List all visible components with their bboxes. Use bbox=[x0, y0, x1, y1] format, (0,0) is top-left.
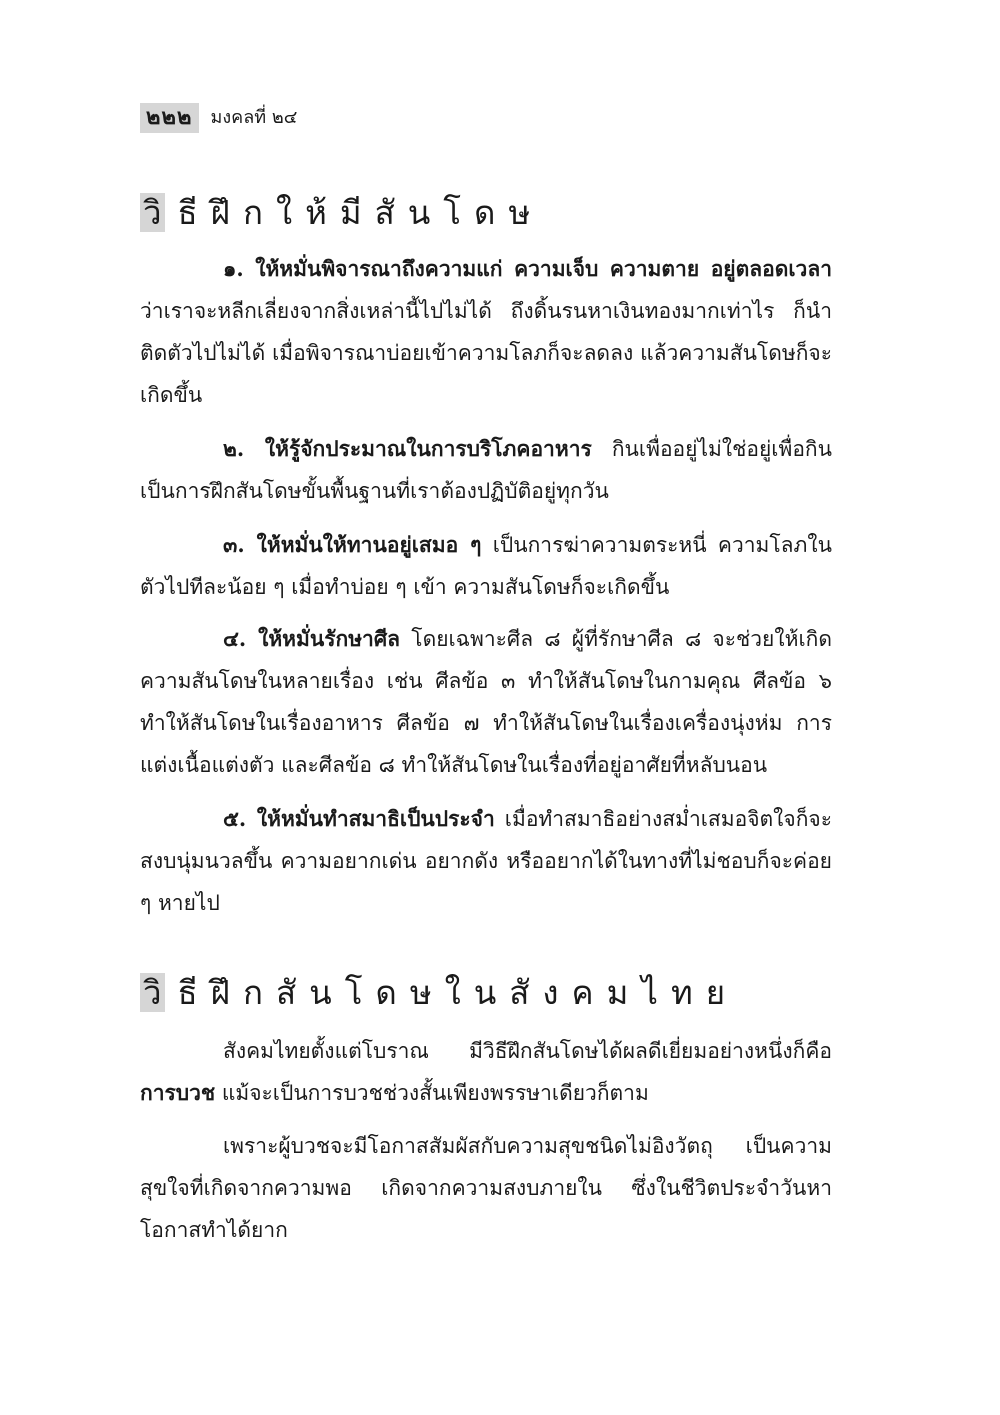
paragraph bbox=[140, 1125, 832, 1251]
chapter-title: มงคลที่ ๒๔ bbox=[210, 107, 298, 128]
heading-initial: วิ bbox=[140, 973, 165, 1012]
list-item bbox=[140, 428, 832, 512]
heading-initial: วิ bbox=[140, 193, 165, 232]
list-item bbox=[140, 524, 832, 608]
item-text: เป็นการฆ่าความตระหนี่ ความโลภในตัวไปทีละน้อย ๆ เมื่อทำบ่อย ๆ เข้า ความสันโดษก็จะเกิดขึ้น bbox=[140, 533, 832, 599]
item-lead: ๑. ให้หมั่นพิจารณาถึงความแก่ ความเจ็บ ความตาย อยู่ตลอดเวลา bbox=[223, 256, 832, 281]
paragraph-tail: แม้จะเป็นการบวชช่วงสั้นเพียงพรรษาเดียวก็ตาม bbox=[215, 1081, 649, 1105]
paragraph-lead: การบวช bbox=[140, 1080, 216, 1105]
page-number: ๒๒๒ bbox=[140, 103, 199, 133]
section-heading-2 bbox=[140, 970, 840, 1016]
heading-text: ธีฝึกสันโดษในสังคมไทย bbox=[177, 973, 739, 1012]
page-header bbox=[140, 103, 297, 133]
item-lead: ๓. ให้หมั่นให้ทานอยู่เสมอ ๆ bbox=[223, 532, 482, 557]
item-text: ว่าเราจะหลีกเลี่ยงจากสิ่งเหล่านี้ไปไม่ได้ ถึงดิ้นรนหาเงินทองมากเท่าไร ก็นำติดตัวไปไม่ได้ เมื่อพิจารณาบ่อยเข้าความโลภก็จะลดลง แล้วความสันโดษก็จะเกิดขึ้น bbox=[140, 299, 832, 407]
list-item bbox=[140, 248, 832, 416]
section-heading-1 bbox=[140, 190, 840, 236]
list-item bbox=[140, 798, 832, 924]
heading-text: ธีฝึกให้มีสันโดษ bbox=[177, 193, 544, 232]
item-text: เมื่อทำสมาธิอย่างสม่ำเสมอจิตใจก็จะสงบนุ่มนวลขึ้น ความอยากเด่น อยากดัง หรืออยากได้ในทางที่ไม่ชอบก็จะค่อย ๆ หายไป bbox=[140, 807, 832, 915]
item-lead: ๒. ให้รู้จักประมาณในการบริโภคอาหาร bbox=[223, 436, 592, 461]
paragraph-text: เพราะผู้บวชจะมีโอกาสสัมผัสกับความสุขชนิดไม่อิงวัตถุ เป็นความสุขใจที่เกิดจากความพอ เกิดจากความสงบภายใน ซึ่งในชีวิตประจำวันหาโอกาสทำได้ยาก bbox=[140, 1134, 832, 1242]
item-lead: ๕. ให้หมั่นทำสมาธิเป็นประจำ bbox=[223, 806, 495, 831]
item-lead: ๔. ให้หมั่นรักษาศีล bbox=[223, 626, 401, 651]
paragraph bbox=[140, 1030, 832, 1114]
item-text: โดยเฉพาะศีล ๘ ผู้ที่รักษาศีล ๘ จะช่วยให้เกิดความสันโดษในหลายเรื่อง เช่น ศีลข้อ ๓ ทำให้สันโดษในกามคุณ ศีลข้อ ๖ ทำให้สันโดษในเรื่องอาหาร ศีลข้อ ๗ ทำให้สันโดษในเรื่องเครื่องนุ่งห่ม การแต่งเนื้อแต่งตัว และศีลข้อ ๘ ทำให้สันโดษในเรื่องที่อยู่อาศัยที่หลับนอน bbox=[140, 627, 832, 777]
paragraph-text: สังคมไทยตั้งแต่โบราณ มีวิธีฝึกสันโดษได้ผลดีเยี่ยมอย่างหนึ่งก็คือ bbox=[223, 1039, 832, 1063]
item-text: กินเพื่ออยู่ไม่ใช่อยู่เพื่อกิน เป็นการฝึกสันโดษขั้นพื้นฐานที่เราต้องปฏิบัติอยู่ทุกวัน bbox=[140, 437, 832, 503]
list-item bbox=[140, 618, 832, 786]
